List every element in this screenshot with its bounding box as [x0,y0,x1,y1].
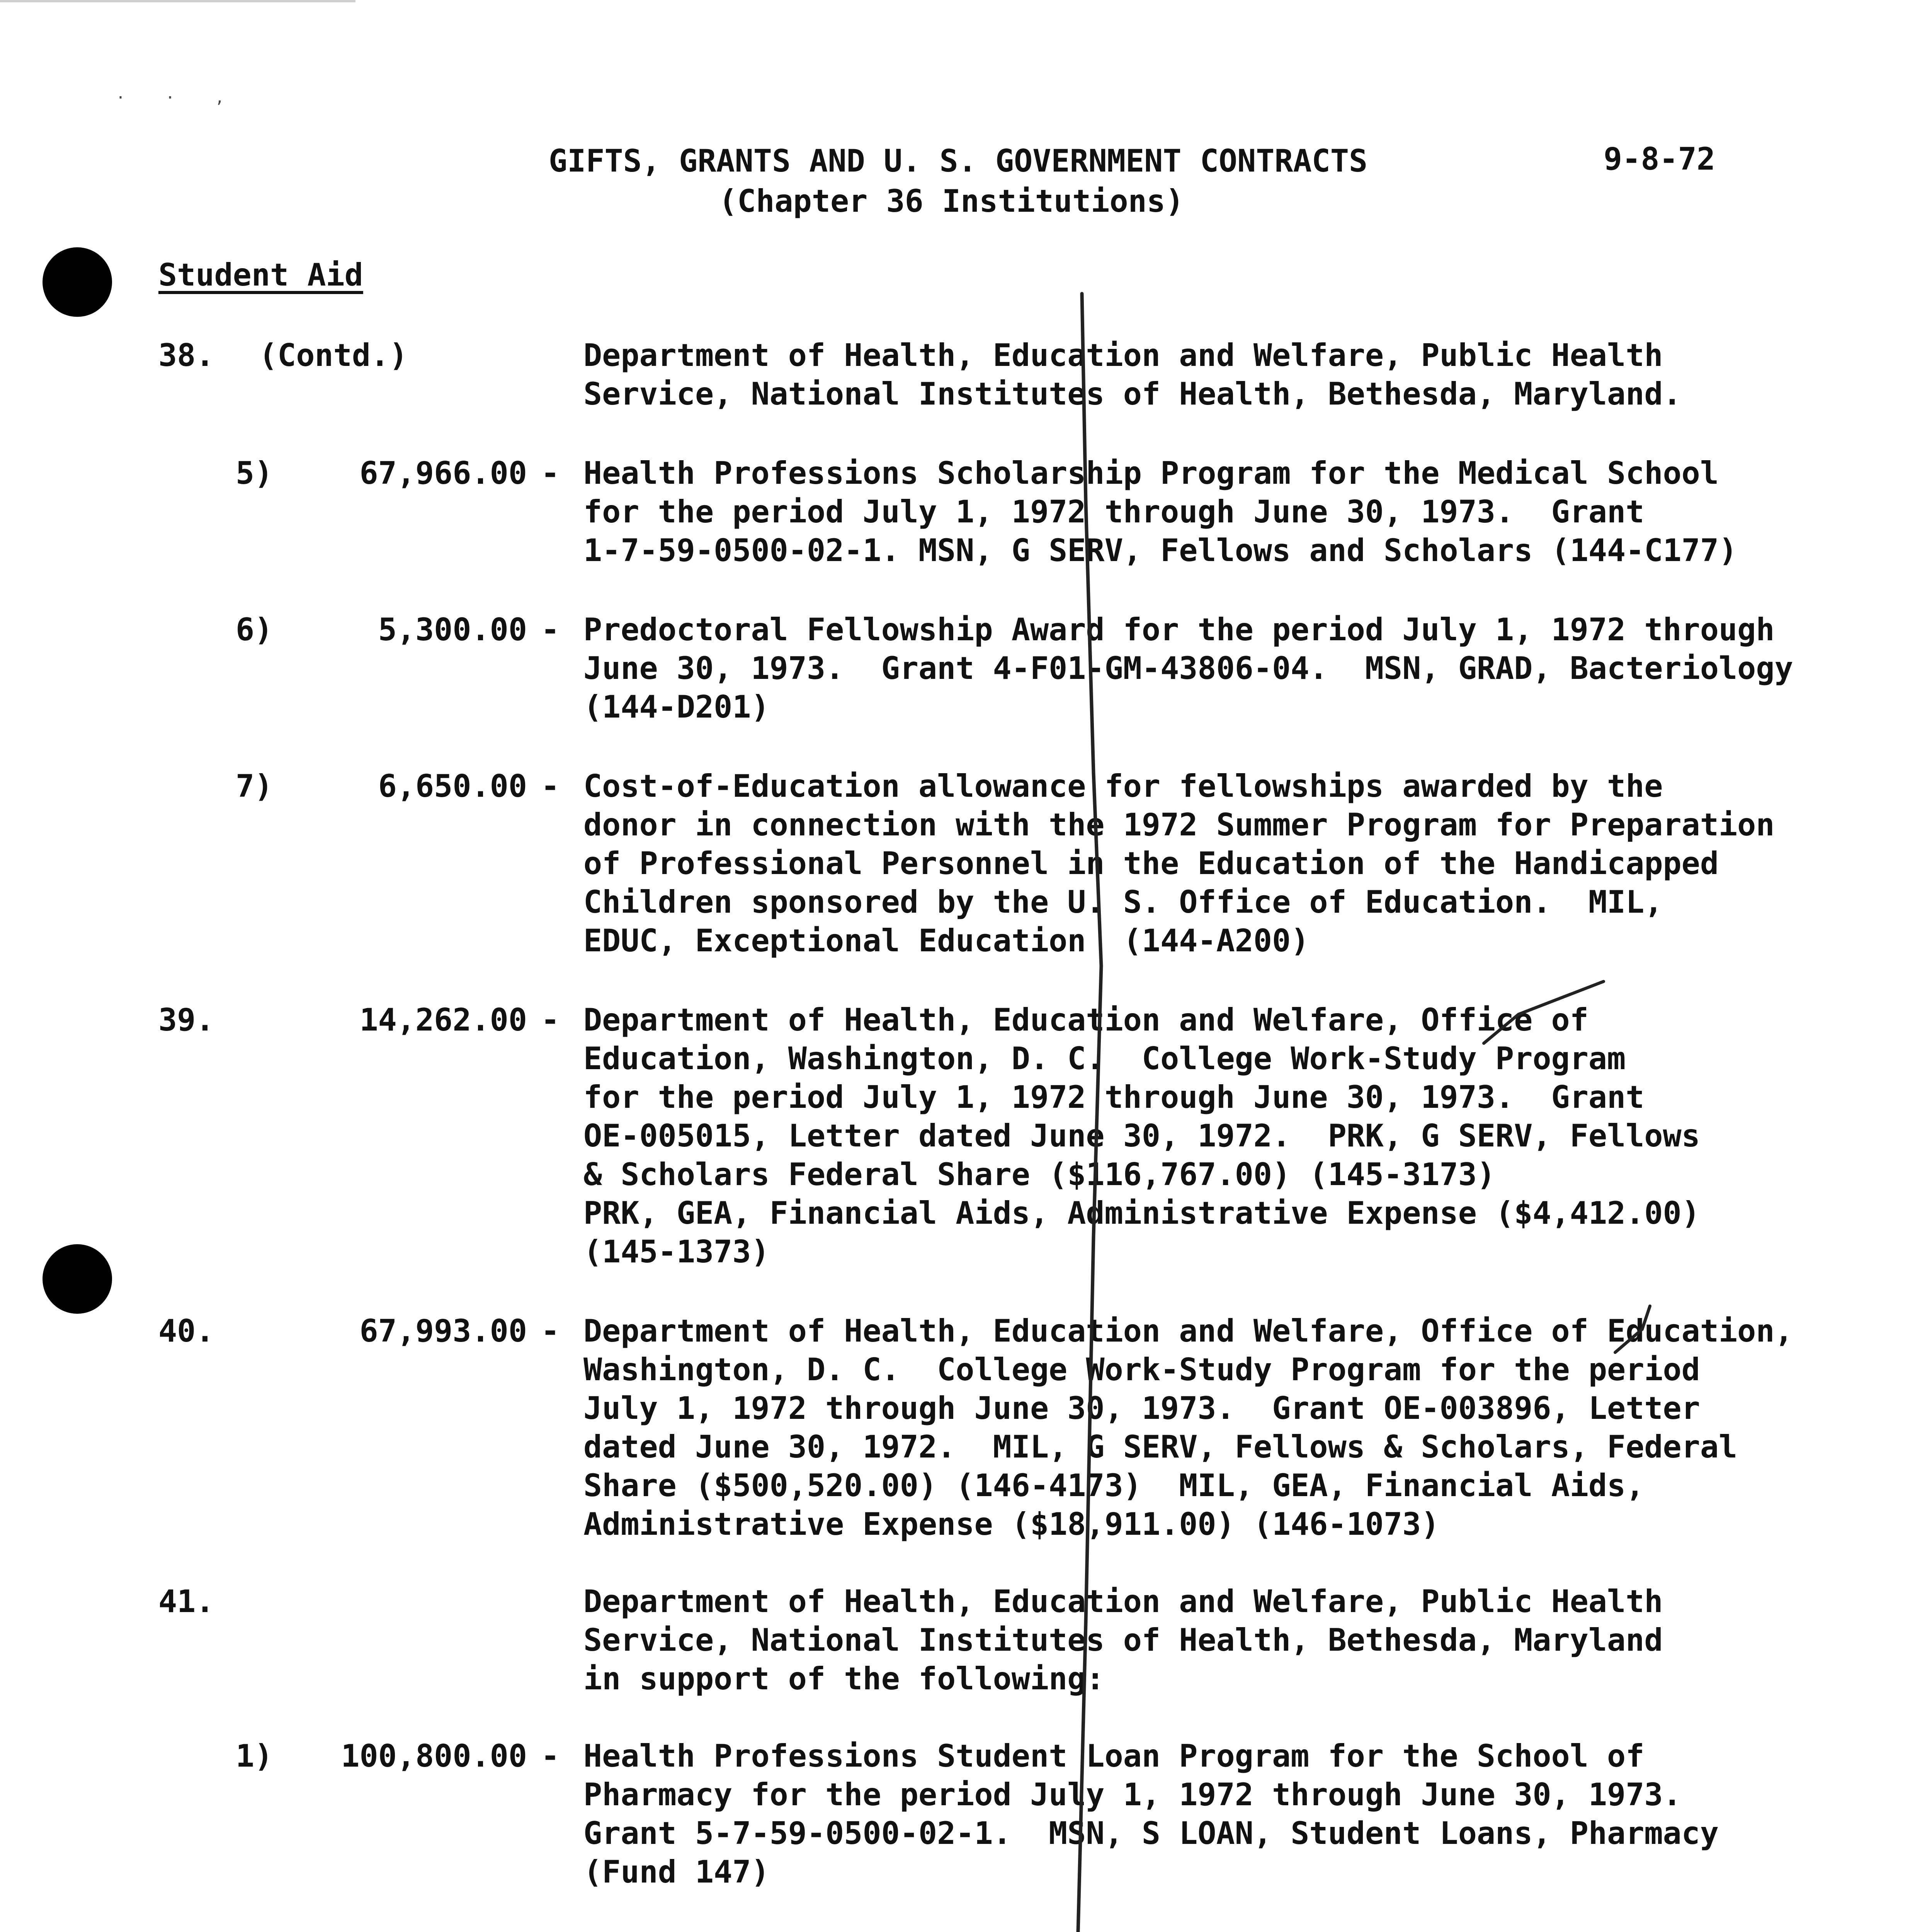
entry-subnumber: 6) [236,612,273,648]
entry-number: 41. [158,1583,214,1619]
description-line: for the period July 1, 1972 through June 30, 1973. Grant [583,494,1645,530]
entry-dash: - [541,1738,560,1774]
description-line: 1-7-59-0500-02-1. MSN, G SERV, Fellows and Scholars (144-C177) [583,532,1738,568]
entry-number: 38. [158,337,214,373]
description-line: Predoctoral Fellowship Award for the period July 1, 1972 through [583,612,1775,648]
entry-amount: 67,966.00 [359,455,527,491]
description-line: Administrative Expense ($18,911.00) (146-1073) [583,1506,1440,1542]
description-line: dated June 30, 1972. MIL, G SERV, Fellows & Scholars, Federal [583,1429,1738,1465]
document-title: GIFTS, GRANTS AND U. S. GOVERNMENT CONTRACTS [549,143,1368,179]
description-line: (145-1373) [583,1234,770,1270]
description-line: for the period July 1, 1972 through June 30, 1973. Grant [583,1079,1645,1115]
entry-dash: - [541,612,560,648]
entry-number: 39. [158,1002,214,1038]
description-line: Service, National Institutes of Health, Bethesda, Maryland. [583,376,1682,412]
description-line: Share ($500,520.00) (146-4173) MIL, GEA, Financial Aids, [583,1468,1645,1503]
entry-description [583,1001,1928,1271]
entry-amount: 100,800.00 [341,1738,527,1774]
entry-continued-label: (Contd.) [259,337,408,373]
entry-subnumber: 5) [236,455,273,491]
page-edge [0,0,355,2]
description-line: Cost-of-Education allowance for fellowships awarded by the [583,768,1663,804]
description-line: June 30, 1973. Grant 4-F01-GM-43806-04. MSN, GRAD, Bacteriology [583,650,1793,686]
entry-number: 40. [158,1313,214,1349]
description-line: Children sponsored by the U. S. Office of Education. MIL, [583,884,1663,920]
document-header [549,141,1367,221]
entry-amount: 6,650.00 [378,768,527,804]
entry-dash: - [541,455,560,491]
description-line: Washington, D. C. College Work-Study Program for the period [583,1352,1700,1388]
description-line: PRK, GEA, Financial Aids, Administrative Expense ($4,412.00) [583,1195,1700,1231]
section-title: Student Aid [158,257,363,293]
description-line: EDUC, Exceptional Education (144-A200) [583,923,1310,959]
description-line: Service, National Institutes of Health, Bethesda, Maryland [583,1622,1663,1658]
binder-hole-middle [43,1244,112,1314]
binder-hole-top [43,247,112,317]
description-line: Department of Health, Education and Welfare, Public Health [583,1583,1663,1619]
description-line: (144-D201) [583,689,770,725]
description-line: Pharmacy for the period July 1, 1972 through June 30, 1973. [583,1777,1682,1813]
description-line: donor in connection with the 1972 Summer Program for Preparation [583,807,1775,843]
description-line: in support of the following: [583,1661,1105,1697]
entry-description [583,1582,1928,1698]
entry-dash: - [541,768,560,804]
description-line: Health Professions Student Loan Program for the School of [583,1738,1645,1774]
entry-description [583,1737,1928,1891]
description-line: (Fund 147) [583,1854,770,1890]
description-line: OE-005015, Letter dated June 30, 1972. PRK, G SERV, Fellows [583,1118,1700,1154]
entry-amount: 5,300.00 [378,612,527,648]
scan-specks: · · , [116,89,240,107]
entry-dash: - [541,1313,560,1349]
description-line: of Professional Personnel in the Education of the Handicapped [583,845,1719,881]
description-line: Health Professions Scholarship Program for the Medical School [583,455,1719,491]
description-line: Department of Health, Education and Welfare, Public Health [583,337,1663,373]
entry-description [583,454,1928,570]
description-line: Grant 5-7-59-0500-02-1. MSN, S LOAN, Student Loans, Pharmacy [583,1815,1719,1851]
entry-amount: 67,993.00 [359,1313,527,1349]
entry-dash: - [541,1002,560,1038]
entry-subnumber: 1) [236,1738,273,1774]
description-line: Education, Washington, D. C. College Work-Study Program [583,1041,1626,1077]
document-subtitle: (Chapter 36 Institutions) [719,183,1184,219]
description-line: Department of Health, Education and Welfare, Office of Education, [583,1313,1793,1349]
entry-description [583,767,1928,960]
entry-description [583,611,1928,726]
entry-subnumber: 7) [236,768,273,804]
entry-description [583,336,1928,413]
description-line: July 1, 1972 through June 30, 1973. Grant OE-003896, Letter [583,1390,1700,1426]
description-line: & Scholars Federal Share ($116,767.00) (145-3173) [583,1156,1496,1192]
description-line: Department of Health, Education and Welfare, Office of [583,1002,1588,1038]
entry-amount: 14,262.00 [359,1002,527,1038]
entry-description [583,1312,1928,1544]
document-date: 9-8-72 [1604,141,1715,177]
